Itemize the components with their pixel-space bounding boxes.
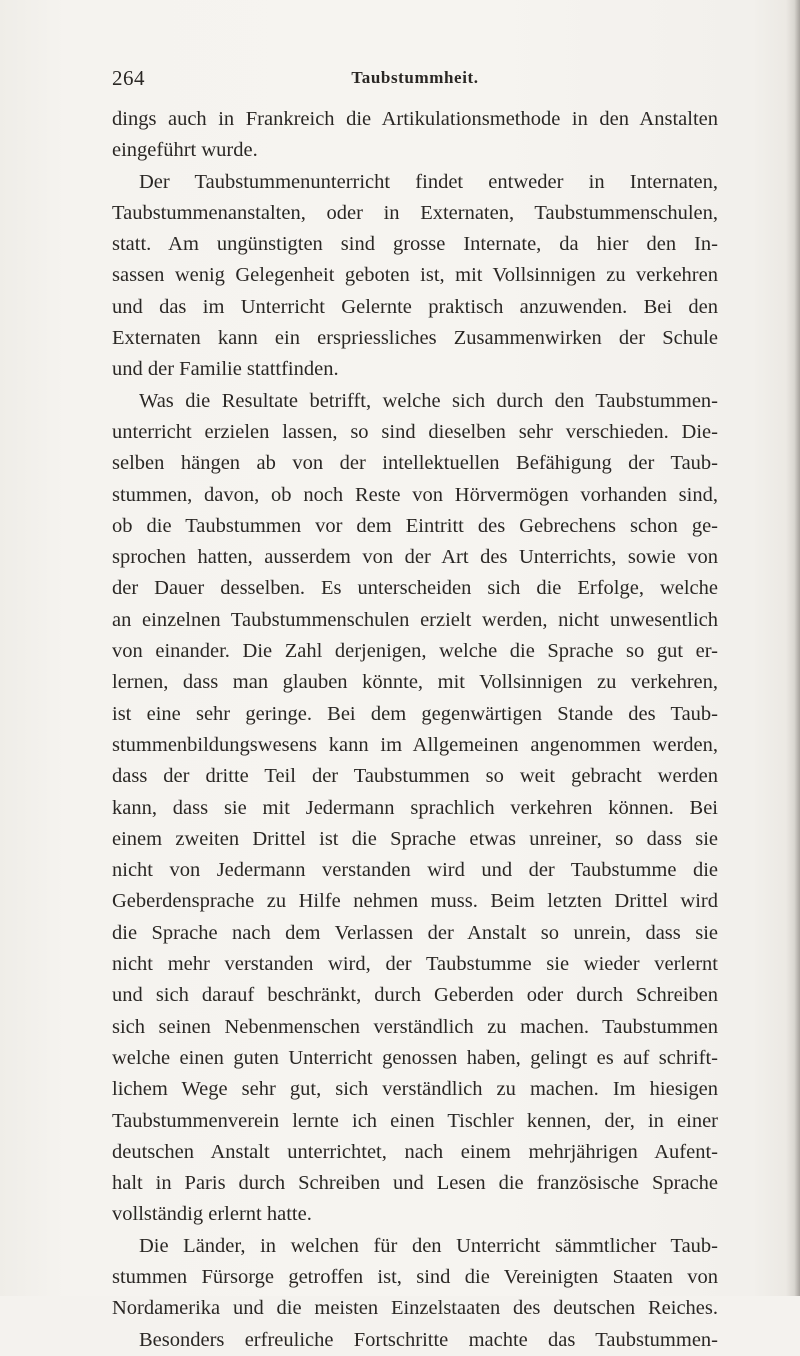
text-line: welche einen guten Unterricht genossen haben, gelingt es auf schrift- [112,1046,718,1069]
text-line: und sich darauf beschränkt, durch Geberden oder durch Schreiben [112,984,718,1007]
text-line: Besonders erfreuliche Fortschritte machte das Taubstummen- [139,1328,718,1351]
text-line: dass der dritte Teil der Taubstummen so weit gebracht werden [112,765,718,788]
text-line: sprochen hatten, ausserdem von der Art des Unterrichts, sowie von [112,546,718,569]
text-line: der Dauer desselben. Es unterscheiden sich die Erfolge, welche [112,577,718,600]
text-line: deutschen Anstalt unterrichtet, nach einem mehrjährigen Aufent- [112,1140,718,1163]
text-line: die Sprache nach dem Verlassen der Anstalt so unrein, dass sie [112,921,718,944]
text-line: ist eine sehr geringe. Bei dem gegenwärtigen Stande des Taub- [112,702,718,725]
text-line: von einander. Die Zahl derjenigen, welche die Sprache so gut er- [112,640,718,663]
text-line: dings auch in Frankreich die Artikulationsmethode in den Anstalten [112,108,718,130]
text-line: selben hängen ab von der intellektuellen Befähigung der Taub- [112,452,718,475]
text-line: Was die Resultate betrifft, welche sich durch den Taubstummen- [139,389,718,412]
text-line: Der Taubstummenunterricht findet entweder in Internaten, [139,170,718,193]
text-line: Externaten kann ein erspriessliches Zusammenwirken der Schule [112,327,718,350]
text-line: Die Länder, in welchen für den Unterricht sämmtlicher Taub- [139,1234,718,1257]
text-line: Taubstummenverein lernte ich einen Tischler kennen, der, in einer [112,1109,718,1132]
text-line: stummen, davon, ob noch Reste von Hörvermögen vorhanden sind, [112,483,718,506]
text-line: Nordamerika und die meisten Einzelstaaten des deutschen Reiches. [112,1297,718,1320]
text-line: einem zweiten Drittel ist die Sprache etwas unreiner, so dass sie [112,827,718,850]
text-line: Taubstummenanstalten, oder in Externaten, Taubstummenschulen, [112,201,718,224]
text-line: unterricht erzielen lassen, so sind dieselben sehr verschieden. Die- [112,420,718,443]
text-line: Geberdensprache zu Hilfe nehmen muss. Beim letzten Drittel wird [112,890,718,913]
text-line: sassen wenig Gelegenheit geboten ist, mit Vollsinnigen zu verkehren [112,264,718,287]
text-line: und das im Unterricht Gelernte praktisch anzuwenden. Bei den [112,295,718,318]
text-line: halt in Paris durch Schreiben und Lesen die französische Sprache [112,1172,718,1195]
page-number: 264 [112,66,145,90]
text-line: ob die Taubstummen vor dem Eintritt des Gebrechens schon ge- [112,514,718,537]
text-line: stummenbildungswesens kann im Allgemeinen angenommen werden, [112,733,718,756]
body-text [112,104,718,1356]
text-line: vollständig erlernt hatte. [112,1203,312,1226]
page-header [112,63,718,93]
text-line: lernen, dass man glauben könnte, mit Vollsinnigen zu verkehren, [112,671,718,694]
text-line: eingeführt wurde. [112,139,258,162]
text-line: an einzelnen Taubstummenschulen erzielt werden, nicht unwesentlich [112,608,718,631]
text-line: nicht mehr verstanden wird, der Taubstumme sie wieder verlernt [112,953,718,976]
text-line: nicht von Jedermann verstanden wird und der Taubstumme die [112,859,718,882]
text-line: kann, dass sie mit Jedermann sprachlich verkehren können. Bei [112,796,718,819]
text-line: statt. Am ungünstigten sind grosse Internate, da hier den In- [112,233,718,256]
page-edge-shadow [786,0,800,1296]
text-line: und der Familie stattfinden. [112,358,339,381]
text-line: sich seinen Nebenmenschen verständlich zu machen. Taubstummen [112,1015,718,1038]
text-line: stummen Fürsorge getroffen ist, sind die Vereinigten Staaten von [112,1265,718,1288]
text-line: lichem Wege sehr gut, sich verständlich zu machen. Im hiesigen [112,1078,718,1101]
running-title: Taubstummheit. [351,68,479,87]
